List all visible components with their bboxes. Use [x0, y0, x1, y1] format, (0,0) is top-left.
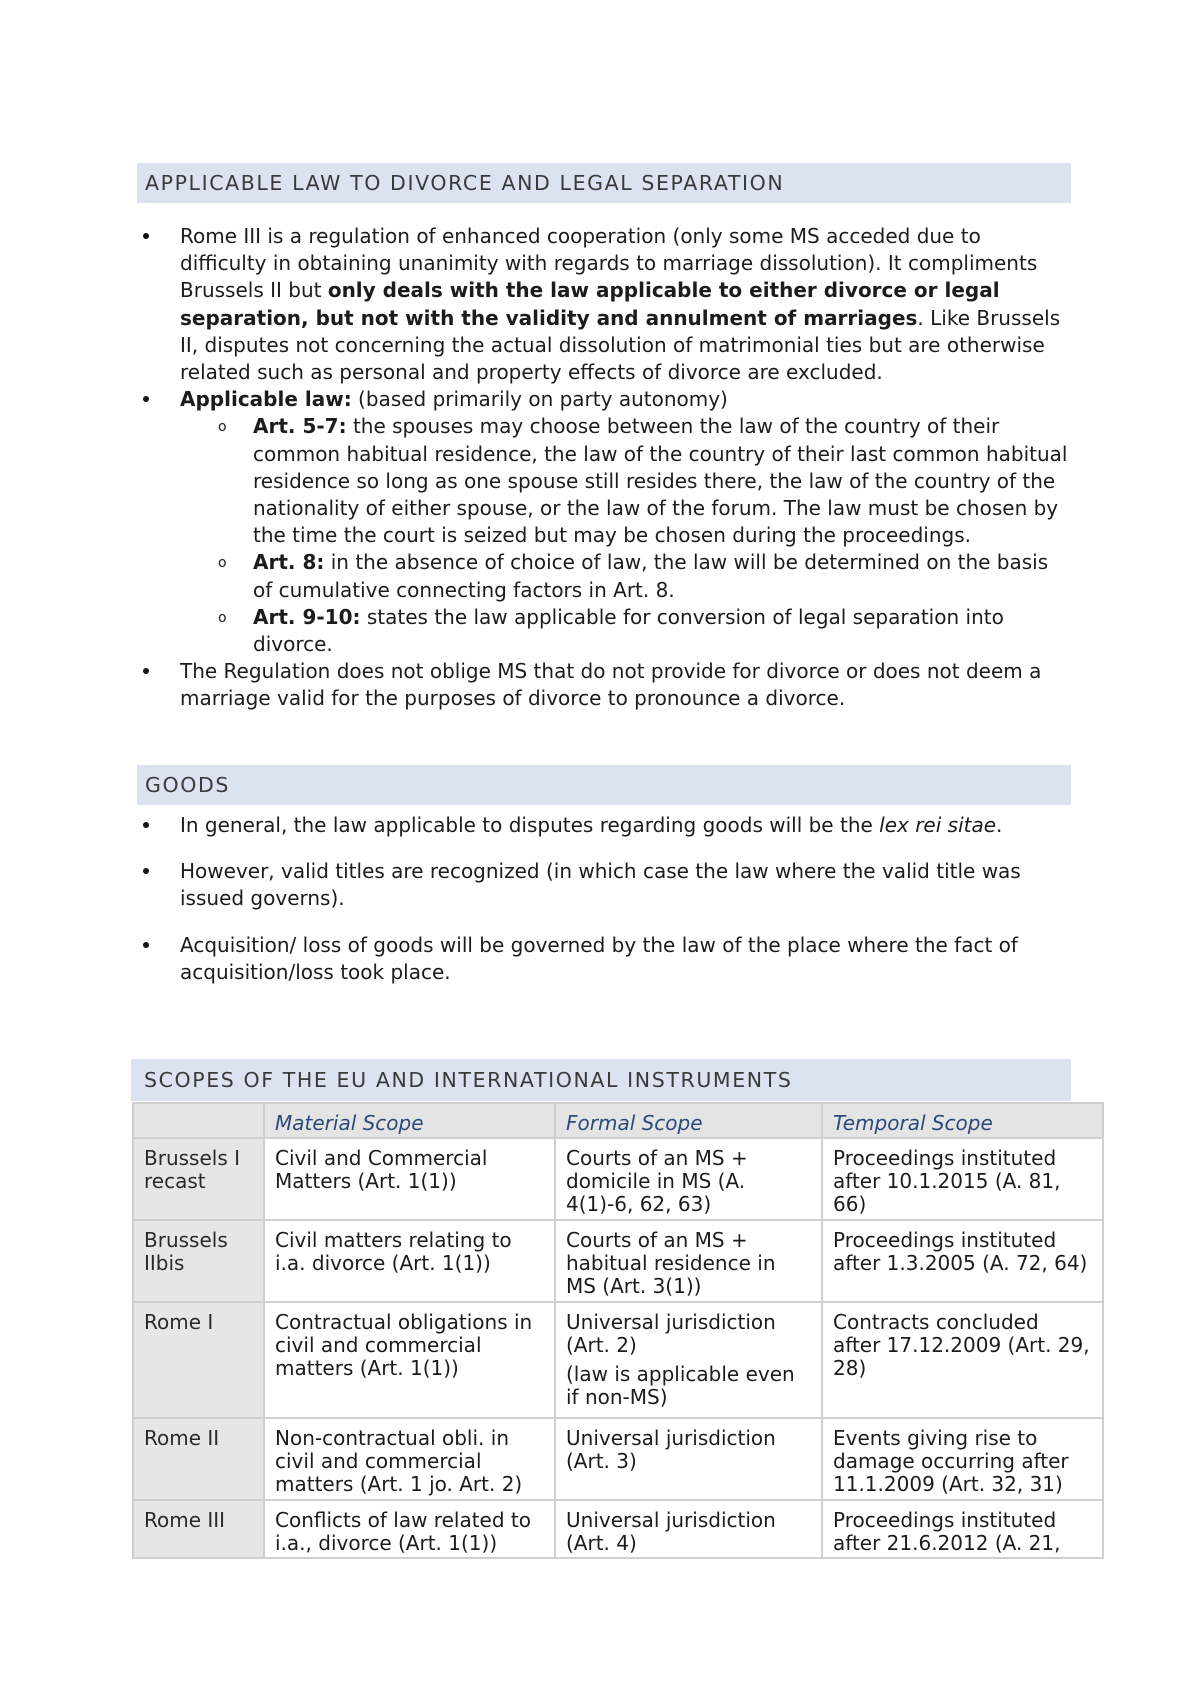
row-header: Rome I [133, 1302, 264, 1418]
list-item [137, 223, 1072, 386]
sub-list-item [180, 413, 1072, 549]
bold-text: Applicable law: [180, 387, 352, 412]
divorce-bullet-list [137, 223, 1072, 713]
material-cell: Contractual obligations in civil and commercial matters (Art. 1(1)) [264, 1302, 555, 1418]
material-cell: Civil and Commercial Matters (Art. 1(1)) [264, 1138, 555, 1220]
temporal-cell: Events giving rise to damage occurring after 11.1.2009 (Art. 32, 31) [822, 1418, 1103, 1500]
temporal-cell: Proceedings instituted after 1.3.2005 (A. 72, 64) [822, 1220, 1103, 1302]
temporal-cell: Contracts concluded after 17.12.2009 (Art. 29, 28) [822, 1302, 1103, 1418]
list-item: The Regulation does not oblige MS that do not provide for divorce or does not deem a marriage valid for the purposes of divorce to pronounce a divorce. [137, 658, 1072, 712]
goods-bullet-list [137, 812, 1072, 1005]
section-heading-goods: GOODS [137, 765, 1071, 805]
list-item: Acquisition/ loss of goods will be governed by the law of the place where the fact of acquisition/loss took place. [137, 932, 1072, 986]
bold-text: Art. 9-10: [253, 604, 361, 629]
sub-list-item [180, 604, 1072, 658]
bold-text: Art. 8: [253, 550, 325, 575]
text: states the law applicable for conversion of legal separation into divorce. [253, 604, 1004, 657]
text: (based primarily on party autonomy) [351, 387, 728, 412]
sub-list-item [180, 549, 1072, 603]
table-row [133, 1138, 1103, 1220]
list-item [137, 386, 1072, 658]
bold-text: only deals with the law applicable to either divorce or legal separation, but not with the validity and annulment of marriages [180, 278, 1000, 330]
text: . Like Brussels II, disputes not concerning the actual dissolution of matrimonial ties but are otherwise related such as personal and property effects of divorce are excluded. [180, 305, 1061, 385]
table-row [133, 1418, 1103, 1500]
italic-text: lex rei sitae [879, 813, 997, 837]
text: in the absence of choice of law, the law will be determined on the basis of cumulative connecting factors in Art. 8. [253, 550, 1049, 602]
scopes-table [132, 1102, 1104, 1559]
text: . [996, 813, 1003, 837]
text: the spouses may choose between the law of the country of their common habitual residence, the law of the country of their last common habitual residence so long as one spouse still resides there, the law of the country of the nationality of either spouse, or the law of the forum. The law must be chosen by the time the court is seized but may be chosen during the proceedings. [253, 414, 1068, 548]
formal-note: (law is applicable even if non-MS) [566, 1362, 795, 1409]
temporal-cell: Proceedings instituted after 21.6.2012 (A. 21, [822, 1500, 1103, 1558]
temporal-cell: Proceedings instituted after 10.1.2015 (A. 81, 66) [822, 1138, 1103, 1220]
formal-cell: Courts of an MS + domicile in MS (A. 4(1)-6, 62, 63) [555, 1138, 822, 1220]
section-heading-scopes: SCOPES OF THE EU AND INTERNATIONAL INSTRUMENTS [131, 1059, 1071, 1101]
text: In general, the law applicable to disputes regarding goods will be the [180, 813, 880, 837]
table-row [133, 1500, 1103, 1558]
column-header-formal: Formal Scope [555, 1103, 822, 1138]
formal-cell [555, 1302, 822, 1418]
formal-text: Universal jurisdiction (Art. 2) [566, 1310, 776, 1357]
formal-cell: Courts of an MS + habitual residence in MS (Art. 3(1)) [555, 1220, 822, 1302]
row-header: Rome III [133, 1500, 264, 1558]
sub-list [180, 413, 1072, 658]
formal-cell: Universal jurisdiction (Art. 4) [555, 1500, 822, 1558]
column-header-material: Material Scope [264, 1103, 555, 1138]
formal-cell: Universal jurisdiction (Art. 3) [555, 1418, 822, 1500]
material-cell: Non-contractual obli. in civil and commercial matters (Art. 1 jo. Art. 2) [264, 1418, 555, 1500]
row-header: Brussels IIbis [133, 1220, 264, 1302]
list-item [137, 812, 1072, 839]
row-header: Brussels I recast [133, 1138, 264, 1220]
column-header [133, 1103, 264, 1138]
section-heading-divorce: APPLICABLE LAW TO DIVORCE AND LEGAL SEPARATION [137, 163, 1071, 203]
text: Rome III is a regulation of enhanced cooperation (only some MS acceded due to difficulty in obtaining unanimity with regards to marriage dissolution). It compliments Brussels II but [180, 224, 1038, 303]
row-header: Rome II [133, 1418, 264, 1500]
table-row [133, 1302, 1103, 1418]
material-cell: Civil matters relating to i.a. divorce (Art. 1(1)) [264, 1220, 555, 1302]
table-header-row [133, 1103, 1103, 1138]
column-header-temporal: Temporal Scope [822, 1103, 1103, 1138]
bold-text: Art. 5-7: [253, 414, 347, 439]
table-row [133, 1220, 1103, 1302]
list-item: However, valid titles are recognized (in which case the law where the valid title was issued governs). [137, 858, 1072, 912]
material-cell: Conflicts of law related to i.a., divorce (Art. 1(1)) [264, 1500, 555, 1558]
